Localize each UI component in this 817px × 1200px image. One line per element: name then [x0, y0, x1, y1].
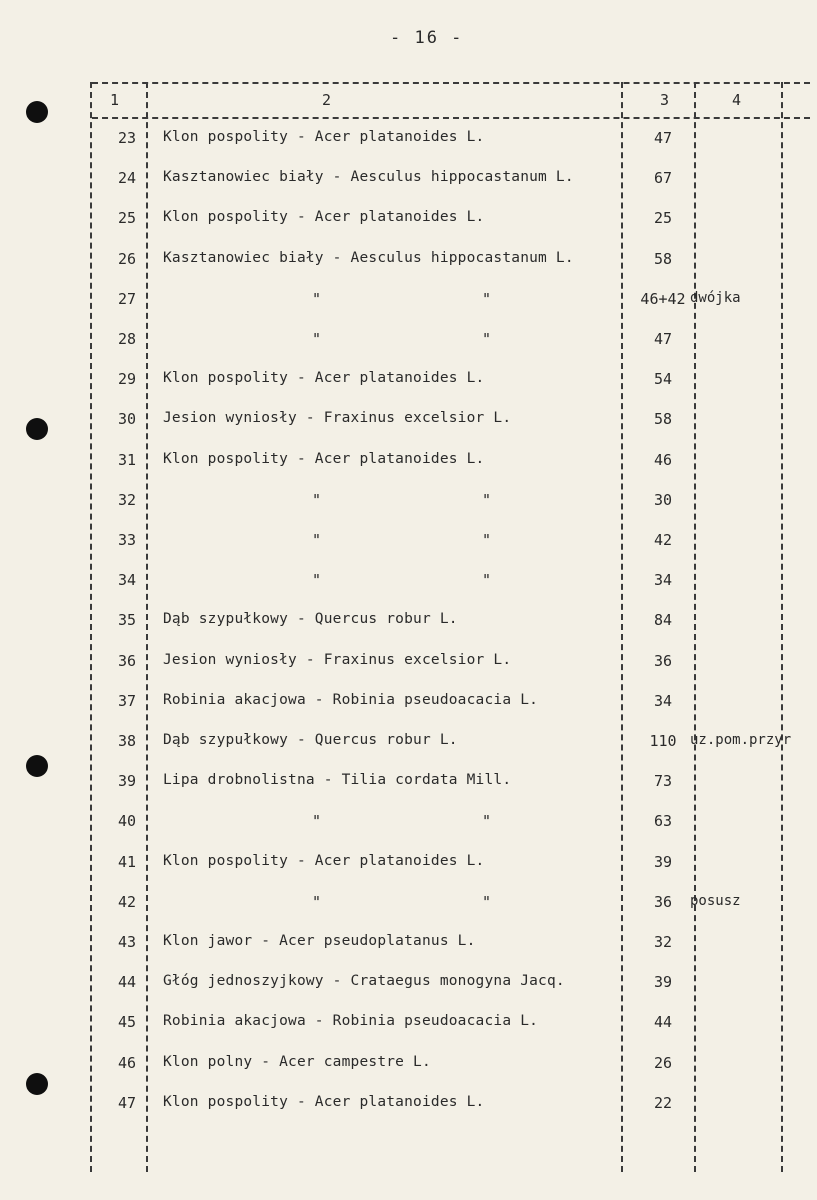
species-name: Głóg jednoszyjkowy - Crataegus monogyna Jacq. — [163, 973, 565, 990]
table-row — [0, 732, 817, 772]
species-name: Kasztanowiec biały - Aesculus hippocastanum L. — [163, 169, 574, 186]
row-number: 35 — [117, 611, 136, 630]
ditto-mark: " — [312, 289, 322, 308]
species-name: Lipa drobnolistna - Tilia cordata Mill. — [163, 772, 512, 789]
trunk-value: 26 — [653, 1053, 673, 1072]
trunk-value: 67 — [653, 169, 673, 188]
species-name: Kasztanowiec biały - Aesculus hippocastanum L. — [163, 249, 574, 266]
species-name: Klon pospolity - Acer platanoides L. — [163, 852, 485, 869]
table-row — [0, 933, 817, 973]
row-number: 40 — [117, 812, 136, 831]
table-row — [0, 250, 817, 290]
trunk-value: 54 — [653, 370, 673, 389]
trunk-value: 47 — [653, 330, 673, 348]
row-number: 43 — [117, 933, 136, 951]
row-number: 44 — [117, 973, 136, 992]
ditto-mark: " — [482, 531, 492, 549]
table-row — [0, 451, 817, 491]
trunk-value: 44 — [653, 1013, 673, 1032]
row-number: 27 — [117, 289, 136, 308]
trunk-value: 47 — [653, 129, 673, 147]
table-row — [0, 370, 817, 410]
ditto-mark: " — [312, 531, 322, 549]
row-number: 39 — [117, 772, 136, 791]
ditto-mark: " — [312, 571, 322, 590]
table-row — [0, 611, 817, 651]
table-row — [0, 330, 817, 370]
ditto-mark: " — [482, 892, 492, 911]
table-row — [0, 812, 817, 852]
trunk-value: 39 — [653, 973, 673, 992]
table-row — [0, 209, 817, 249]
remark: posusz — [690, 892, 741, 909]
trunk-value: 46 — [653, 450, 673, 469]
ditto-mark: " — [312, 812, 322, 831]
row-number: 25 — [117, 209, 136, 228]
row-number: 31 — [117, 450, 136, 469]
row-number: 41 — [117, 852, 136, 871]
table-row — [0, 531, 817, 571]
species-name: Klon pospolity - Acer platanoides L. — [163, 129, 485, 145]
trunk-value: 34 — [653, 691, 673, 710]
trunk-value: 73 — [653, 772, 673, 791]
species-name: Klon pospolity - Acer platanoides L. — [163, 450, 485, 467]
row-number: 38 — [117, 732, 136, 750]
table-row — [0, 571, 817, 611]
trunk-value: 39 — [653, 852, 673, 871]
row-number: 42 — [117, 892, 136, 911]
species-name: Klon polny - Acer campestre L. — [163, 1053, 431, 1070]
table-top-rule — [92, 82, 810, 84]
header-col-1: 1 — [110, 91, 120, 109]
species-name: Jesion wyniosły - Fraxinus excelsior L. — [163, 410, 512, 427]
header-col-3: 3 — [660, 91, 670, 109]
table-row — [0, 491, 817, 531]
row-number: 28 — [117, 330, 136, 348]
table-row — [0, 169, 817, 209]
table-row — [0, 1094, 817, 1134]
species-name: Robinia akacjowa - Robinia pseudoacacia L. — [163, 691, 539, 708]
table-row — [0, 652, 817, 692]
row-number: 47 — [117, 1093, 136, 1112]
ditto-mark: " — [312, 892, 322, 911]
ditto-mark: " — [482, 571, 492, 590]
row-number: 37 — [117, 691, 136, 710]
trunk-value: 34 — [653, 571, 673, 590]
header-col-4: 4 — [732, 91, 742, 109]
trunk-value: 84 — [653, 611, 673, 630]
row-number: 26 — [117, 249, 136, 268]
table-row — [0, 290, 817, 330]
remark: uz.pom.przyr — [690, 732, 792, 748]
table-row — [0, 853, 817, 893]
header-bottom-rule — [92, 117, 810, 119]
row-number: 30 — [117, 410, 136, 429]
trunk-value: 46+42 — [640, 289, 686, 308]
species-name: Klon pospolity - Acer platanoides L. — [163, 209, 485, 226]
row-number: 33 — [117, 531, 136, 549]
trunk-value: 63 — [653, 812, 673, 831]
header-col-2: 2 — [322, 91, 332, 109]
species-name: Klon pospolity - Acer platanoides L. — [163, 1093, 485, 1110]
trunk-value: 42 — [653, 531, 673, 549]
species-name: Robinia akacjowa - Robinia pseudoacacia L. — [163, 1013, 539, 1030]
punch-hole — [26, 101, 48, 123]
trunk-value: 25 — [653, 209, 673, 228]
ditto-mark: " — [312, 330, 322, 348]
trunk-value: 32 — [653, 933, 673, 951]
trunk-value: 36 — [653, 892, 673, 911]
row-number: 45 — [117, 1013, 136, 1032]
species-name: Jesion wyniosły - Fraxinus excelsior L. — [163, 651, 512, 668]
table-row — [0, 1013, 817, 1053]
ditto-mark: " — [482, 289, 492, 308]
row-number: 34 — [117, 571, 136, 590]
species-name: Klon pospolity - Acer platanoides L. — [163, 370, 485, 387]
row-number: 46 — [117, 1053, 136, 1072]
species-name: Klon jawor - Acer pseudoplatanus L. — [163, 933, 476, 949]
species-name: Dąb szypułkowy - Quercus robur L. — [163, 732, 458, 748]
ditto-mark: " — [482, 330, 492, 348]
table-row — [0, 129, 817, 169]
row-number: 24 — [117, 169, 136, 188]
table-row — [0, 772, 817, 812]
table-row — [0, 410, 817, 450]
remark: dwójka — [690, 289, 741, 306]
row-number: 32 — [117, 490, 136, 509]
row-number: 23 — [117, 129, 136, 147]
trunk-value: 36 — [653, 651, 673, 670]
trunk-value: 110 — [649, 732, 677, 750]
trunk-value: 22 — [653, 1093, 673, 1112]
table-row — [0, 1054, 817, 1094]
species-name: Dąb szypułkowy - Quercus robur L. — [163, 611, 458, 628]
table-row — [0, 973, 817, 1013]
trunk-value: 30 — [653, 490, 673, 509]
ditto-mark: " — [312, 490, 322, 509]
ditto-mark: " — [482, 490, 492, 509]
table-row — [0, 692, 817, 732]
ditto-mark: " — [482, 812, 492, 831]
page-number: - 16 - — [390, 28, 464, 48]
table-row — [0, 893, 817, 933]
row-number: 36 — [117, 651, 136, 670]
trunk-value: 58 — [653, 249, 673, 268]
trunk-value: 58 — [653, 410, 673, 429]
row-number: 29 — [117, 370, 136, 389]
